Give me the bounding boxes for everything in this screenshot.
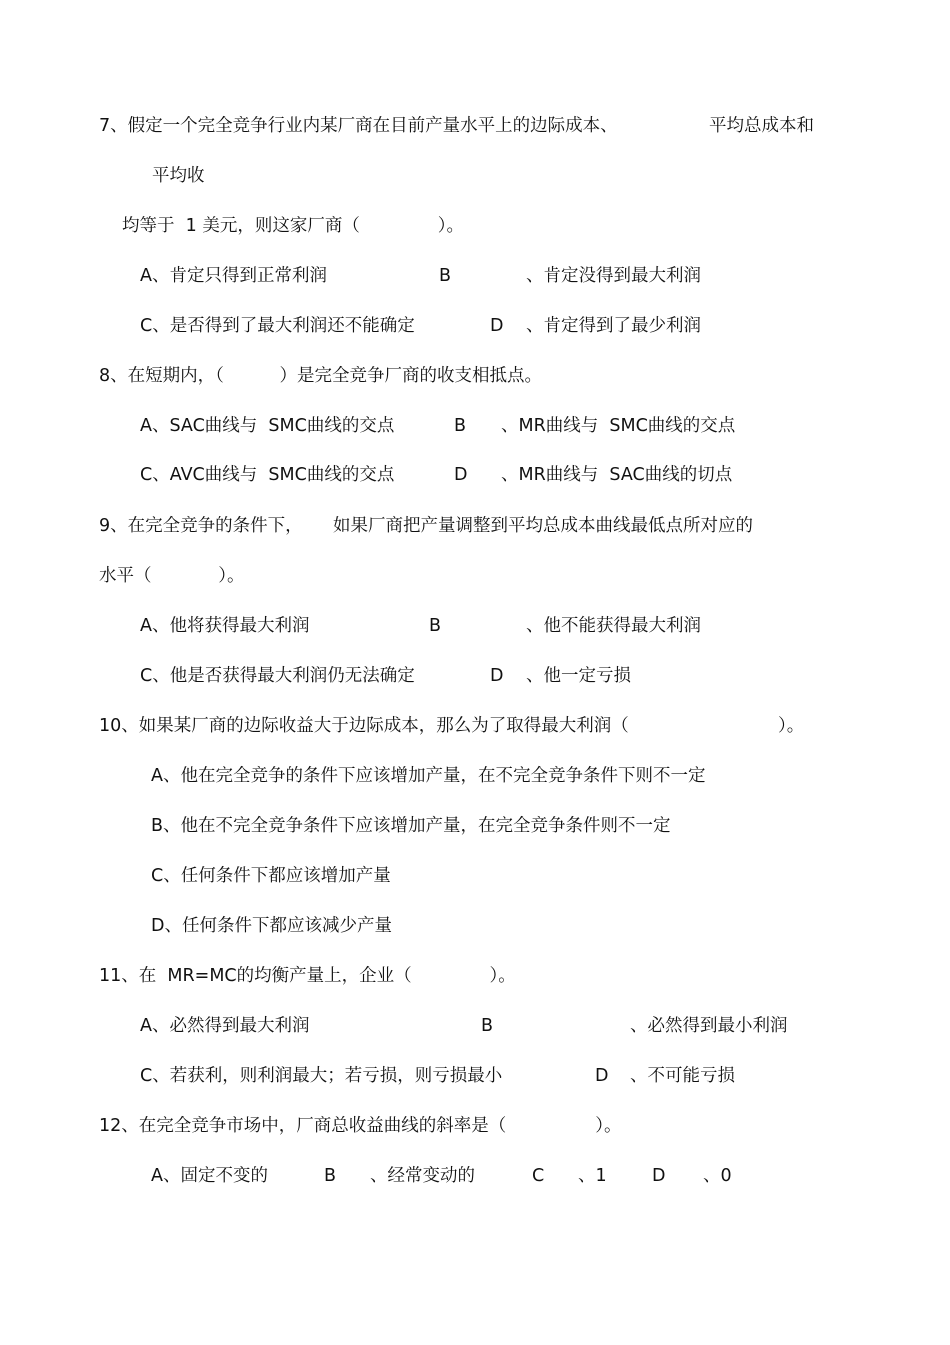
q8-option-c: C、AVC曲线与 SMC曲线的交点 bbox=[140, 465, 395, 485]
q9-option-d-letter: D bbox=[490, 666, 504, 686]
q8-stem: 8、在短期内，（ ）是完全竞争厂商的收支相抵点。 bbox=[99, 366, 543, 386]
q7-stem-line2: 平均收 bbox=[152, 166, 205, 186]
q7-stem-line1-end: 平均总成本和 bbox=[709, 116, 814, 136]
q12-stem: 12、在完全竞争市场中，厂商总收益曲线的斜率是（ ）。 bbox=[99, 1116, 622, 1136]
q9-stem-line2: 水平（ ）。 bbox=[99, 566, 245, 586]
q10-option-b: B、他在不完全竞争条件下应该增加产量，在完全竞争条件则不一定 bbox=[151, 816, 671, 836]
q7-stem-line1: 7、假定一个完全竞争行业内某厂商在目前产量水平上的边际成本、 bbox=[99, 116, 618, 136]
q8-option-b-letter: B bbox=[454, 416, 467, 436]
q7-option-a: A、肯定只得到正常利润 bbox=[140, 266, 327, 286]
q12-option-a: A、固定不变的 bbox=[151, 1166, 268, 1186]
q12-option-c-letter: C bbox=[532, 1166, 545, 1186]
q7-option-c: C、是否得到了最大利润还不能确定 bbox=[140, 316, 415, 336]
q7-option-d-text: 、肯定得到了最少利润 bbox=[526, 316, 701, 336]
q8-option-d-letter: D bbox=[454, 465, 468, 485]
q9-stem-line1-end: 如果厂商把产量调整到平均总成本曲线最低点所对应的 bbox=[333, 516, 753, 536]
q11-stem: 11、在 MR=MC的均衡产量上，企业（ ）。 bbox=[99, 966, 516, 986]
q11-option-b-letter: B bbox=[481, 1016, 494, 1036]
q12-option-d-letter: D bbox=[652, 1166, 666, 1186]
q10-option-c: C、任何条件下都应该增加产量 bbox=[151, 866, 391, 886]
q7-option-b-letter: B bbox=[439, 266, 452, 286]
q9-option-a: A、他将获得最大利润 bbox=[140, 616, 310, 636]
q12-option-c-text: 、1 bbox=[578, 1166, 607, 1186]
q10-stem: 10、如果某厂商的边际收益大于边际成本，那么为了取得最大利润（ bbox=[99, 716, 629, 736]
q9-option-d-text: 、他一定亏损 bbox=[526, 666, 631, 686]
q8-option-a: A、SAC曲线与 SMC曲线的交点 bbox=[140, 416, 395, 436]
q8-option-d-text: 、MR曲线与 SAC曲线的切点 bbox=[501, 465, 733, 485]
q11-option-c: C、若获利，则利润最大；若亏损，则亏损最小 bbox=[140, 1066, 503, 1086]
q11-option-d-letter: D bbox=[595, 1066, 609, 1086]
q12-option-b-letter: B bbox=[324, 1166, 337, 1186]
q9-option-c: C、他是否获得最大利润仍无法确定 bbox=[140, 666, 415, 686]
q11-option-a: A、必然得到最大利润 bbox=[140, 1016, 310, 1036]
q7-option-b-text: 、肯定没得到最大利润 bbox=[526, 266, 701, 286]
q10-stem-end: ）。 bbox=[778, 716, 805, 736]
q10-option-d: D、任何条件下都应该减少产量 bbox=[151, 916, 392, 936]
q11-option-d-text: 、不可能亏损 bbox=[630, 1066, 735, 1086]
q8-option-b-text: 、MR曲线与 SMC曲线的交点 bbox=[501, 416, 736, 436]
q9-option-b-text: 、他不能获得最大利润 bbox=[526, 616, 701, 636]
q10-option-a: A、他在完全竞争的条件下应该增加产量，在不完全竞争条件下则不一定 bbox=[151, 766, 706, 786]
q11-option-b-text: 、必然得到最小利润 bbox=[630, 1016, 788, 1036]
q12-option-d-text: 、0 bbox=[703, 1166, 732, 1186]
q7-stem-line3: 均等于 1 美元，则这家厂商（ ）。 bbox=[122, 216, 464, 236]
q7-option-d-letter: D bbox=[490, 316, 504, 336]
q9-stem-line1: 9、在完全竞争的条件下， bbox=[99, 516, 303, 536]
q12-option-b-text: 、经常变动的 bbox=[370, 1166, 475, 1186]
q9-option-b-letter: B bbox=[429, 616, 442, 636]
